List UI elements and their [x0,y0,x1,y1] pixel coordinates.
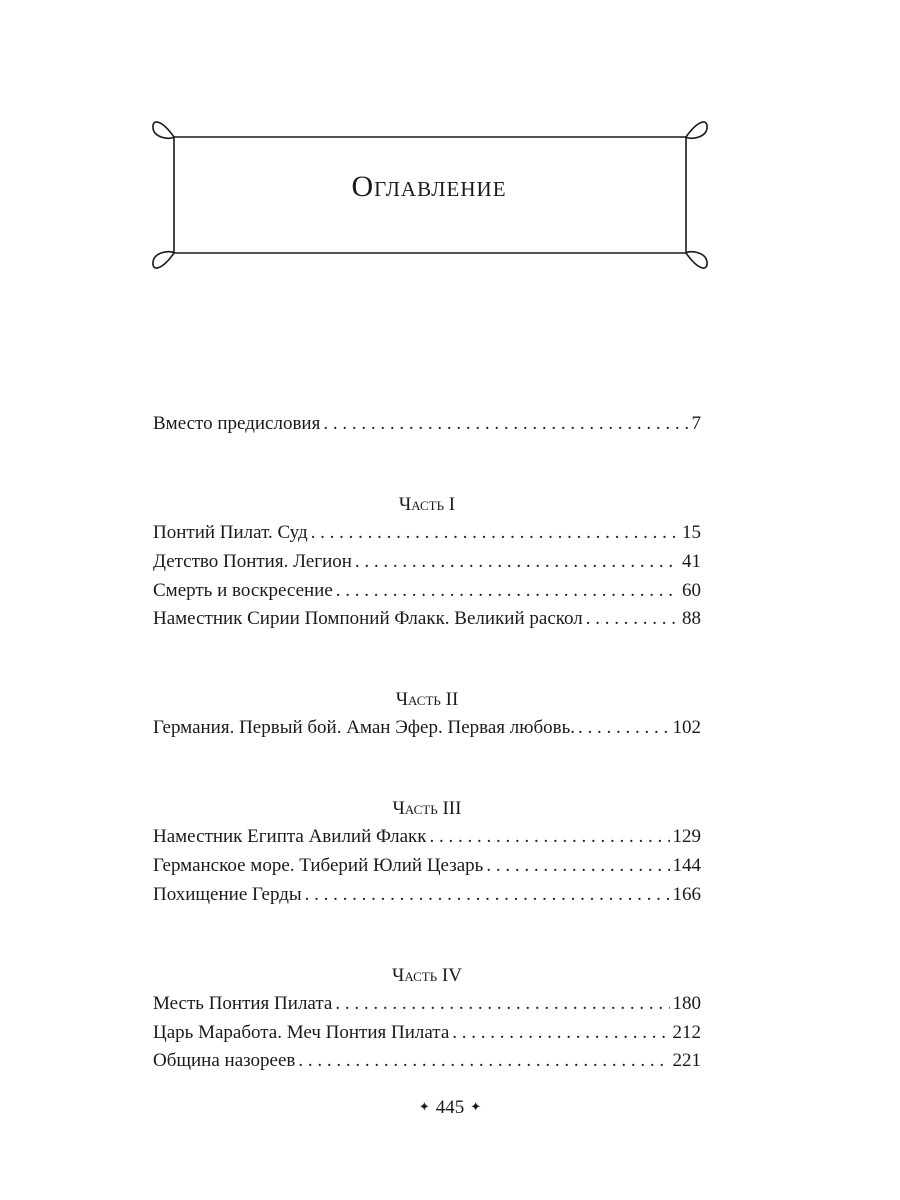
toc-entry-page: 221 [672,1050,701,1071]
dot-leader [452,1019,669,1047]
dot-leader [311,519,679,547]
dot-leader [586,605,679,633]
toc-entry[interactable] [153,577,701,605]
toc-entry-page: 212 [672,1022,701,1043]
dot-leader [486,852,669,880]
star-ornament-icon: ✦ [418,1098,430,1114]
toc-entry-title: Месть Понтия Пилата [153,993,333,1014]
toc-entry-page: 15 [682,522,701,543]
toc-entry-title: Царь Маработа. Меч Понтия Пилата [153,1022,450,1043]
toc-entry[interactable] [153,990,701,1018]
part-heading: Часть II [395,689,459,710]
dot-leader [323,410,688,438]
toc-entry[interactable] [153,605,701,633]
toc-entry-title: Похищение Герды [153,884,302,905]
part-heading: Часть IV [392,965,462,986]
toc-entry[interactable] [153,519,701,547]
dot-leader [298,1047,669,1075]
toc-entry-page: 129 [672,826,701,847]
toc-entry-page: 60 [682,580,701,601]
toc-entry-page: 180 [672,993,701,1014]
toc-entry-title: Община назореев [153,1050,296,1071]
toc-entry-title: Германское море. Тиберий Юлий Цезарь [153,855,484,876]
dot-leader [429,823,669,851]
toc-entry[interactable] [153,1019,701,1047]
toc-entry-page: 41 [682,551,701,572]
star-ornament-icon: ✦ [470,1098,482,1114]
toc-entry-title: Наместник Сирии Помпоний Флакк. Великий раскол [153,608,583,629]
dot-leader [355,548,679,576]
toc-entry-page: 88 [682,608,701,629]
toc-entry-title: Германия. Первый бой. Аман Эфер. Первая любовь. [153,717,576,738]
toc-entry[interactable] [153,852,701,880]
page-title: Оглавление [351,170,507,203]
toc-entry[interactable] [153,1047,701,1075]
toc-entry-title: Понтий Пилат. Суд [153,522,308,543]
toc-entry[interactable] [153,714,701,742]
page-number [0,1094,900,1123]
toc-entry-title: Смерть и воскресение [153,580,333,601]
toc-entry-page: 7 [691,413,701,434]
part-heading: Часть I [398,494,456,515]
toc-entry-title: Вместо предисловия [153,413,321,434]
toc-entry[interactable] [153,823,701,851]
toc-entry-preface[interactable] [153,410,701,438]
dot-leader [578,714,669,742]
dot-leader [336,577,679,605]
page-number-value: 445 [435,1097,465,1118]
toc-entry-page: 166 [672,884,701,905]
toc-entry[interactable] [153,548,701,576]
dot-leader [335,990,669,1018]
part-heading: Часть III [392,798,462,819]
toc-entry-title: Наместник Египта Авилий Флакк [153,826,427,847]
dot-leader [305,881,670,909]
toc-entry-title: Детство Понтия. Легион [153,551,352,572]
toc-entry-page: 102 [672,717,701,738]
toc-entry-page: 144 [672,855,701,876]
toc-entry[interactable] [153,881,701,909]
